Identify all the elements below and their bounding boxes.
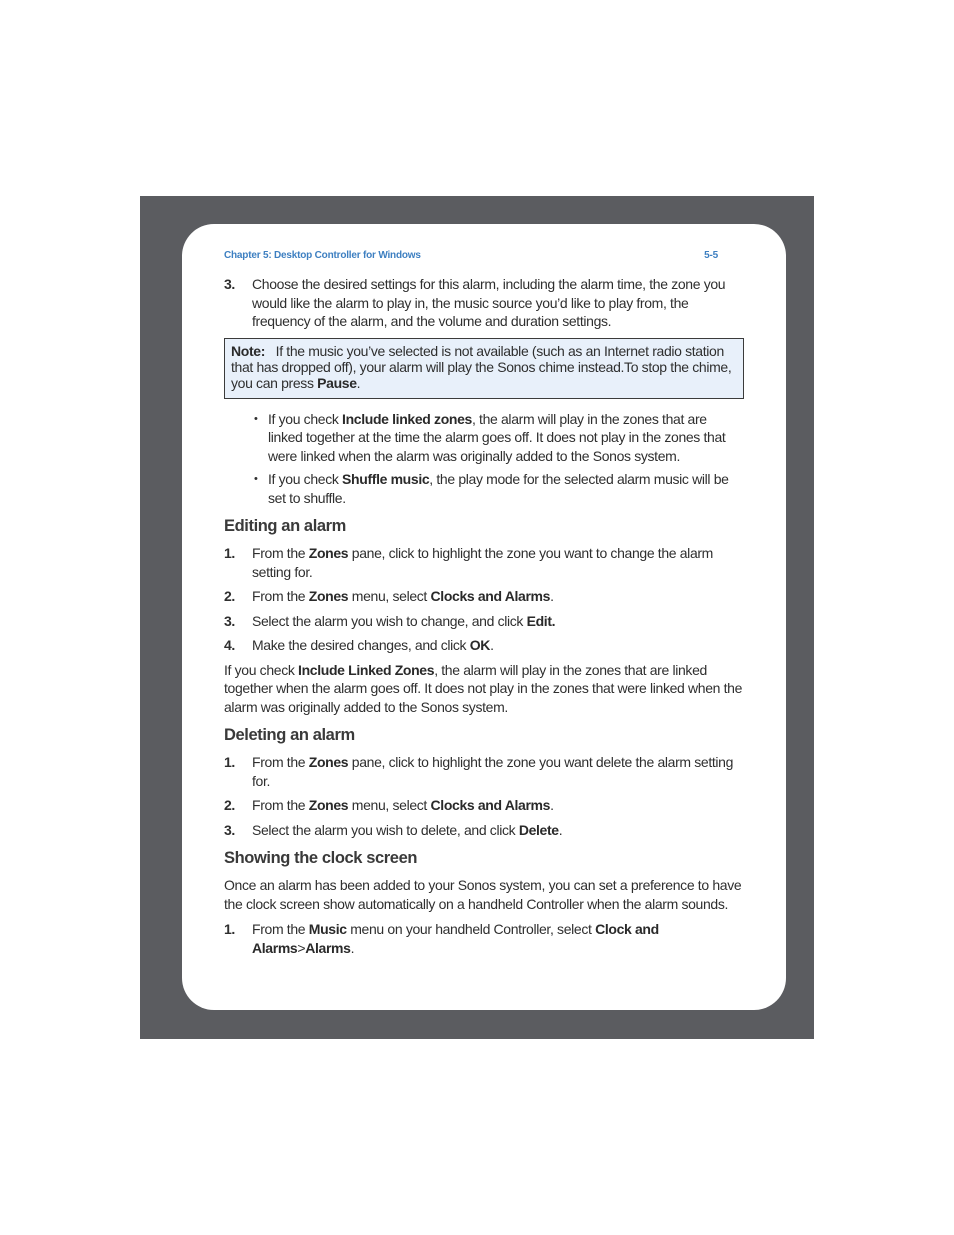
page-number: 5-5 [704, 250, 718, 261]
step-text: . [490, 637, 494, 653]
step-text: > [297, 939, 306, 956]
bullet-bold: Include linked zones [342, 410, 472, 427]
step-bold: Zones [308, 797, 349, 813]
para-text: If you check [224, 661, 299, 678]
step-bold: OK [469, 637, 491, 653]
step-text: menu on your handheld Controller, select [346, 921, 596, 937]
deleting-step [224, 796, 744, 815]
deleting-step [224, 753, 744, 790]
step-number: 2. [224, 797, 235, 813]
step-bold: Clock and Alarms [252, 921, 659, 956]
step-number: 3. [224, 276, 235, 292]
step-text: . [558, 821, 563, 838]
para-bold: Include Linked Zones [298, 661, 435, 678]
heading-clock-screen: Showing the clock screen [224, 849, 418, 867]
heading-editing-alarm: Editing an alarm [224, 517, 346, 535]
step-bold: Zones [308, 545, 349, 561]
bullet-text: , the play mode for the selected alarm music will be set to shuffle. [268, 471, 729, 506]
chapter-title: Chapter 5: Desktop Controller for Windows [224, 250, 421, 261]
step-bold: Clocks and Alarms [430, 588, 551, 604]
running-header [224, 250, 718, 264]
step-bold: Alarms [305, 939, 351, 956]
step-bold: Zones [308, 754, 349, 770]
note-text: If the music you’ve selected is not available (such as an Internet radio station that has dropped off), your alarm will play the Sonos chime instead.To stop the chime, you can press [231, 342, 732, 391]
step-3-settings [224, 275, 744, 331]
step-text: menu, select [348, 797, 431, 813]
step-text: From the [252, 921, 309, 937]
step-text: menu, select [348, 588, 431, 604]
bullet-dot-icon: • [254, 473, 258, 485]
step-number: 3. [224, 821, 235, 838]
step-text: . [550, 797, 554, 813]
step-text: From the [252, 754, 309, 770]
step-bold: Music [308, 921, 347, 937]
step-text: . [550, 588, 554, 604]
step-bold: Zones [308, 588, 349, 604]
step-text: pane, click to highlight the zone you want delete the alarm setting for. [252, 754, 734, 789]
step-number: 2. [224, 588, 235, 604]
editing-step [224, 587, 744, 606]
step-text: Select the alarm you wish to delete, and click [252, 821, 519, 838]
bullet-list [254, 410, 744, 508]
step-text: pane, click to highlight the zone you want to change the alarm setting for. [252, 545, 713, 580]
heading-deleting-alarm: Deleting an alarm [224, 726, 355, 744]
step-bold: Edit. [526, 612, 556, 629]
editing-step [224, 612, 744, 631]
bullet-text: If you check [268, 471, 343, 487]
clock-step [224, 920, 744, 957]
bullet-item [254, 410, 744, 466]
note-label: Note: [231, 342, 266, 359]
bullet-item [254, 470, 744, 507]
step-text: Select the alarm you wish to change, and click [252, 612, 527, 629]
bullet-bold: Shuffle music [342, 471, 430, 487]
step-number: 1. [224, 921, 235, 937]
note-end: . [356, 374, 361, 391]
note-bold: Pause [317, 374, 357, 391]
note-box [224, 338, 744, 399]
bullet-dot-icon: • [254, 412, 258, 425]
step-text: From the [252, 797, 309, 813]
step-text: . [350, 939, 355, 956]
step-number: 3. [224, 612, 235, 629]
editing-step [224, 544, 744, 581]
step-number: 4. [224, 637, 235, 653]
clock-paragraph: Once an alarm has been added to your Sonos system, you can set a preference to have the clock screen show automatically on a handheld Controller when the alarm sounds. [224, 877, 742, 912]
step-text: From the [252, 588, 309, 604]
editing-step [224, 636, 744, 655]
step-number: 1. [224, 545, 235, 561]
editing-paragraph [224, 661, 744, 717]
step-text: Choose the desired settings for this alarm, including the alarm time, the zone you would like the alarm to play in, the music source you’d like to play from, the frequency of the alarm, and the volume and duration settings. [252, 276, 726, 329]
step-text: Make the desired changes, and click [252, 637, 470, 653]
para-text: , the alarm will play in the zones that are linked together when the alarm goes off. It does not play in the zones that were linked when the alarm was originally added to the Sonos system. [224, 661, 743, 715]
deleting-step [224, 821, 744, 840]
step-bold: Clocks and Alarms [430, 797, 551, 813]
bullet-text: , the alarm will play in the zones that are linked together at the time the alarm goes off. It does not play in the zones that were linked when the alarm was originally added to the Sonos system. [268, 410, 726, 464]
step-number: 1. [224, 754, 235, 770]
step-bold: Delete [518, 821, 559, 838]
step-text: From the [252, 545, 309, 561]
bullet-text: If you check [268, 410, 343, 427]
page-content [224, 275, 744, 963]
